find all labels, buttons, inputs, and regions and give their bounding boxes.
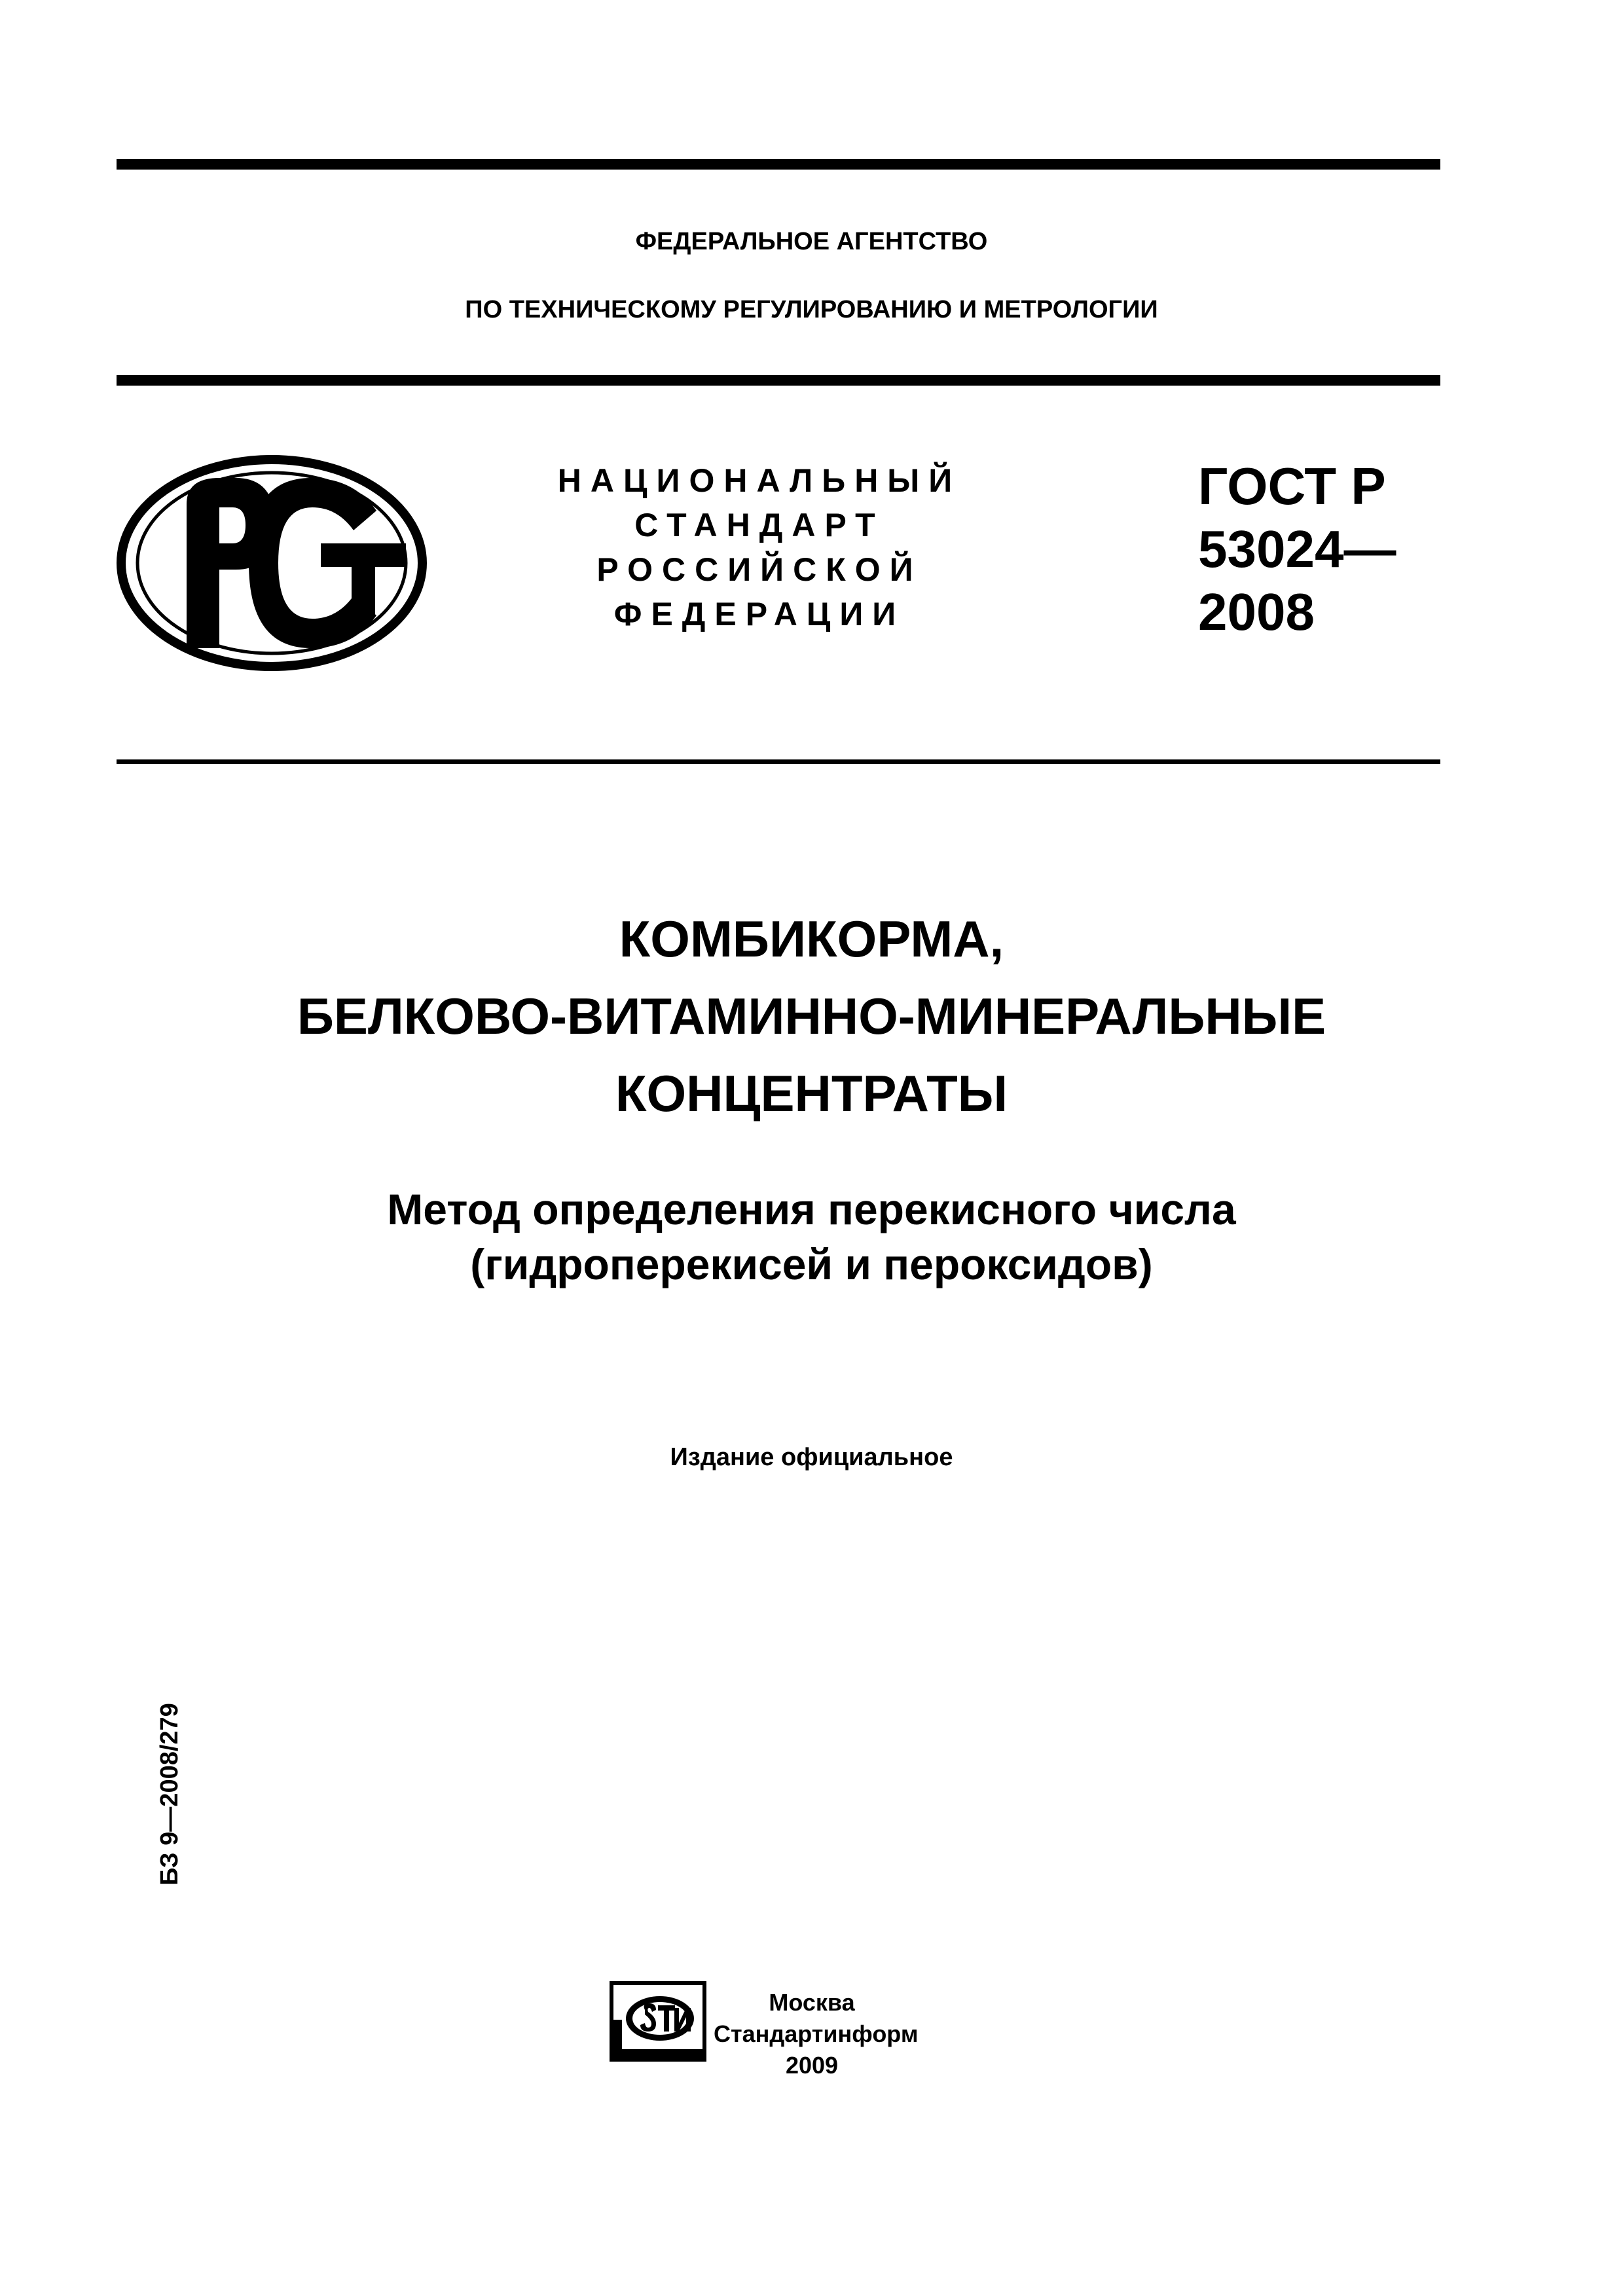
agency-rule — [117, 375, 1440, 386]
rst-logo-icon — [115, 452, 429, 674]
agency-line-2: ПО ТЕХНИЧЕСКОМУ РЕГУЛИРОВАНИЮ И МЕТРОЛОГИИ — [465, 296, 1158, 323]
publisher-city: Москва — [769, 1989, 855, 2016]
top-rule — [117, 159, 1440, 170]
national-line-3: РОССИЙСКОЙ — [596, 551, 922, 588]
national-standard-block — [537, 458, 982, 636]
agency-line-1: ФЕДЕРАЛЬНОЕ АГЕНТСТВО — [635, 228, 988, 255]
gost-line-3: 2008 — [1198, 583, 1315, 641]
sti-logo-icon — [609, 1980, 707, 2062]
document-subtitle — [0, 1182, 1623, 1292]
publisher-name: Стандартинформ — [714, 2020, 919, 2047]
edition-label: Издание официальное — [670, 1444, 953, 1471]
national-line-1: НАЦИОНАЛЬНЫЙ — [557, 462, 962, 499]
national-line-2: СТАНДАРТ — [634, 507, 884, 543]
gost-line-1: ГОСТ Р — [1198, 457, 1386, 515]
header-rule — [117, 759, 1440, 764]
title-line-1: КОМБИКОРМА, — [619, 910, 1004, 968]
title-line-2: БЕЛКОВО-ВИТАМИННО-МИНЕРАЛЬНЫЕ — [297, 987, 1326, 1045]
national-line-4: ФЕДЕРАЦИИ — [613, 596, 905, 632]
gost-line-2: 53024— — [1198, 520, 1396, 578]
side-code: БЗ 9—2008/279 — [156, 1703, 183, 1886]
gost-number — [1198, 455, 1396, 644]
title-line-3: КОНЦЕНТРАТЫ — [615, 1065, 1008, 1122]
publisher-block — [714, 1987, 919, 2081]
subtitle-line-1: Метод определения перекисного числа — [387, 1185, 1236, 1233]
publisher-year: 2009 — [785, 2052, 839, 2079]
document-title — [0, 900, 1623, 1132]
subtitle-line-2: (гидроперекисей и пероксидов) — [470, 1240, 1153, 1288]
